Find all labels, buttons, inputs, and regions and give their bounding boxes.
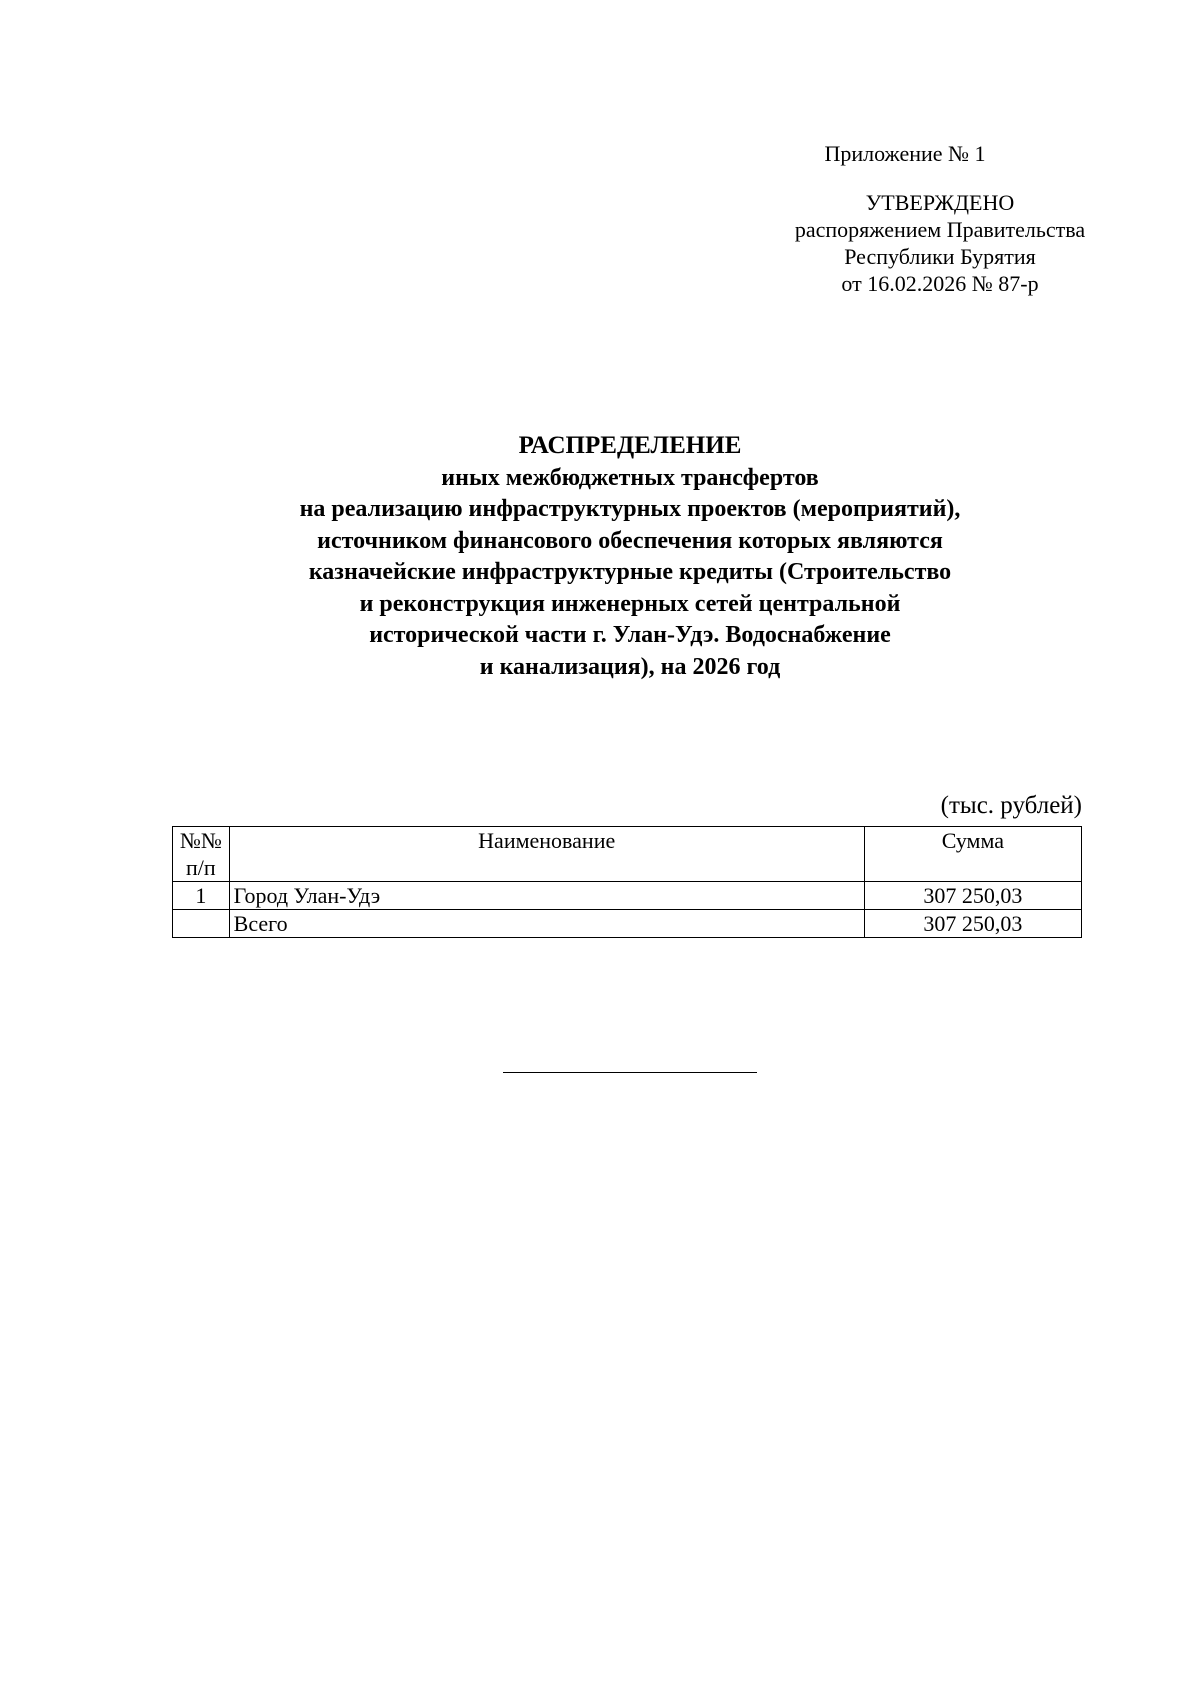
row-name: Всего <box>229 910 864 938</box>
title-line: казначейские инфраструктурные кредиты (Строительство <box>308 559 952 585</box>
table-row <box>173 882 1082 910</box>
header-number <box>173 827 230 882</box>
appendix-number: Приложение № 1 <box>824 141 986 166</box>
approval-date-number: от 16.02.2026 № 87-р <box>841 271 1039 296</box>
approval-region: Республики Бурятия <box>844 244 1036 269</box>
table-header-row <box>173 827 1082 882</box>
closing-divider <box>503 1072 757 1073</box>
approval-authority: распоряжением Правительства <box>794 217 1086 242</box>
row-name: Город Улан-Удэ <box>229 882 864 910</box>
title-line: источником финансового обеспечения которых являются <box>317 527 943 554</box>
appendix-block <box>740 140 1140 297</box>
document-title <box>160 430 1100 683</box>
approval-stamp-label: УТВЕРЖДЕНО <box>865 190 1015 215</box>
title-line: и реконструкция инженерных сетей центральной <box>359 590 901 617</box>
row-number <box>173 910 230 938</box>
title-line: и канализация), на 2026 год <box>479 653 781 680</box>
header-sum: Сумма <box>864 827 1081 882</box>
distribution-table <box>172 826 1082 938</box>
header-number-line2: п/п <box>186 855 216 880</box>
title-main: РАСПРЕДЕЛЕНИЕ <box>518 432 742 459</box>
title-line: на реализацию инфраструктурных проектов (мероприятий), <box>299 496 961 522</box>
title-line: исторической части г. Улан-Удэ. Водоснабжение <box>369 622 891 648</box>
units-label: (тыс. рублей) <box>940 792 1082 819</box>
header-name: Наименование <box>229 827 864 882</box>
title-line: иных межбюджетных трансфертов <box>441 464 819 491</box>
row-sum: 307 250,03 <box>864 882 1081 910</box>
table-total-row <box>173 910 1082 938</box>
row-sum: 307 250,03 <box>864 910 1081 938</box>
row-number: 1 <box>173 882 230 910</box>
header-number-line1: №№ <box>179 828 222 853</box>
